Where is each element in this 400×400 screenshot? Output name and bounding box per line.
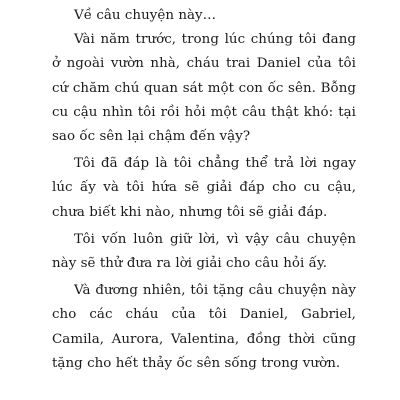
section-heading: Về câu chuyện này… xyxy=(74,8,217,23)
paragraph-4: Và đương nhiên, tôi tặng câu chuyện này cho các cháu của tôi Daniel, Gabriel, Camila, Aurora, Valentina, đồng thời cũng tặng cho hết thảy ốc sên sống trong vườn. xyxy=(52,283,356,371)
paragraph-3: Tôi vốn luôn giữ lời, vì vậy câu chuyện này sẽ thử đưa ra lời giải cho câu hỏi ấy. xyxy=(52,231,356,272)
paragraph-1: Vài năm trước, trong lúc chúng tôi đang ở ngoài vườn nhà, cháu trai Daniel của tôi cứ chăm chú quan sát một con ốc sên. Bỗng cu cậu nhìn tôi rồi hỏi một câu thật khó: tại sao ốc sên lại chậm đến vậy? xyxy=(52,32,356,145)
paragraph-2: Tôi đã đáp là tôi chẳng thể trả lời ngay lúc ấy và tôi hứa sẽ giải đáp cho cu cậu, chưa biết khi nào, nhưng tôi sẽ giải đáp. xyxy=(52,156,356,220)
body-text xyxy=(52,4,356,376)
